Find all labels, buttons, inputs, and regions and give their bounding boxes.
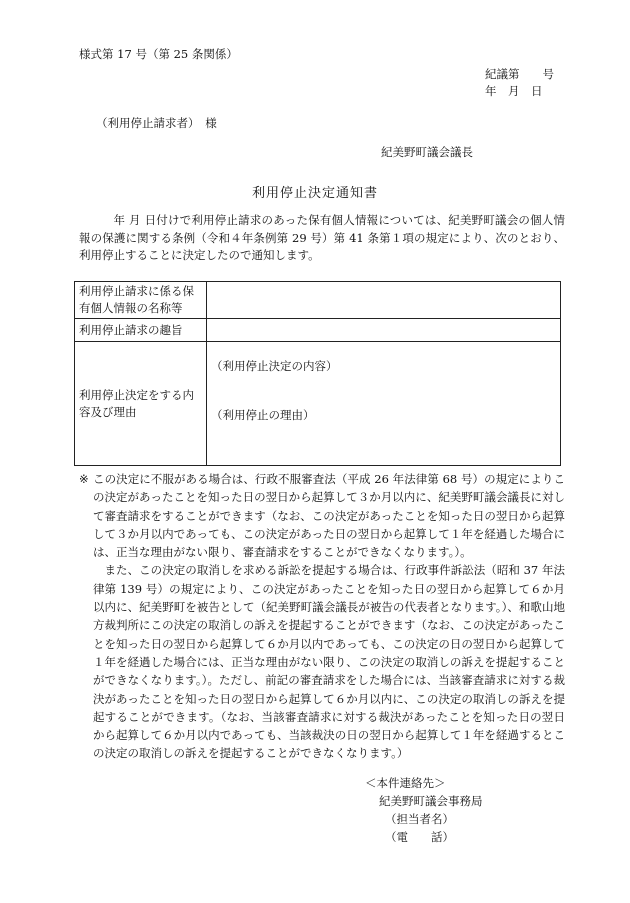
decision-reason-label: （利用停止の理由） xyxy=(211,408,315,422)
information-table xyxy=(74,281,561,466)
decision-content-label: （利用停止決定の内容） xyxy=(211,359,338,373)
row-value-request-purpose xyxy=(207,319,561,342)
intro-paragraph: 年 月 日付けで利用停止請求のあった保有個人情報については、紀美野町議会の個人情報の保護に関する条例（令和４年条例第 29 号）第 41 条第１項の規定により、次のとおり、利用停止することに決定したので通知します。 xyxy=(79,213,565,262)
issue-date: 年 月 日 xyxy=(485,84,543,98)
contact-heading: ＜本件連絡先＞ xyxy=(365,776,446,790)
note-appeal-text: この決定に不服がある場合は、行政不服審査法（平成 26 年法律第 68 号）の規定によりこの決定があったことを知った日の翌日から起算して３か月以内に、紀美野町議会議長に対して審査請求をすることができます（なお、この決定があったことを知った日の翌日から起算して３か月以内であっても、この決定があった日の翌日から起算して１年を経過した場合には、正当な理由がない限り、審査請求をすることができなくなります。）。 xyxy=(93,472,565,560)
contact-phone: （電 話） xyxy=(385,830,454,844)
row-label-decision: 利用停止決定をする内容及び理由 xyxy=(75,342,207,466)
table-row xyxy=(75,342,561,466)
table-row xyxy=(75,319,561,342)
note-appeal xyxy=(79,470,565,561)
note-mark: ※ xyxy=(79,472,89,486)
row-value-decision xyxy=(207,342,561,466)
table-row xyxy=(75,282,561,319)
contact-person: （担当者名） xyxy=(385,812,454,826)
contact-block xyxy=(365,774,483,846)
form-number: 様式第 17 号（第 25 条関係） xyxy=(79,47,238,61)
issuer-name: 紀美野町議会議長 xyxy=(381,145,473,159)
row-label-request-purpose: 利用停止請求の趣旨 xyxy=(75,319,207,342)
note-lawsuit: また、この決定の取消しを求める訴訟を提起する場合は、行政事件訴訟法（昭和 37 年法律第 139 号）の規定により、この決定があったことを知った日の翌日から起算して６か月以内に、紀美野町を被告として（紀美野町議会議長が被告の代表者となります。）、和歌山地方裁判所にこの決定の取消しの訴えを提起することができます（なお、この決定があったことを知った日の翌日から起算して６か月以内であっても、この決定の日の翌日から起算して１年を経過した場合には、正当な理由がない限り、この決定の取消しの訴えを提起することができなくなります。）。ただし、前記の審査請求をした場合には、当該審査請求に対する裁決があったことを知った日の翌日から起算して６か月以内に、この決定の取消しの訴えを提起することができます。（なお、当該審査請求に対する裁決があったことを知った日の翌日から起算して６か月以内であっても、当該裁決の日の翌日から起算して１年を経過するとこの決定の取消しの訴えを提起することができなくなります。） xyxy=(93,563,565,761)
contact-organization: 紀美野町議会事務局 xyxy=(379,794,483,808)
document-title: 利用停止決定通知書 xyxy=(251,186,378,201)
notes-section xyxy=(79,470,565,763)
reference-number: 紀議第 号 xyxy=(485,67,554,81)
row-value-information-name xyxy=(207,282,561,319)
row-label-information-name: 利用停止請求に係る保有個人情報の名称等 xyxy=(75,282,207,319)
recipient-line: （利用停止請求者） 様 xyxy=(96,116,217,130)
